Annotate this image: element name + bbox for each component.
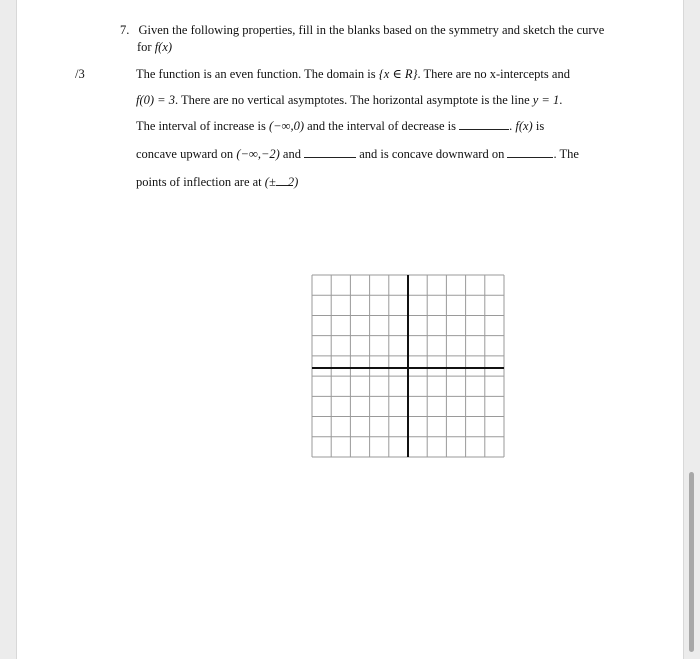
l4-text-a: concave upward on: [136, 147, 237, 161]
asymptote-math: y = 1: [532, 93, 560, 107]
l3-text-c: .: [509, 119, 516, 133]
body-line-2: [136, 92, 562, 108]
worksheet-page: [16, 0, 684, 659]
question-number: 7.: [120, 23, 130, 37]
body-line-3: [136, 118, 544, 134]
concave-up-blank[interactable]: [304, 146, 356, 158]
l1-text-a: The function is an even function. The domain is: [136, 67, 379, 81]
domain-math: {x ∈ R}: [378, 67, 418, 81]
prompt-function-math: f(x): [154, 40, 173, 54]
l4-text-c: and is concave downward on: [356, 147, 508, 161]
scrollbar-thumb[interactable]: [689, 472, 694, 652]
f0-math: f(0) = 3: [136, 93, 175, 107]
question-header: [120, 22, 604, 38]
l1-text-b: . There are no x-intercepts and: [417, 67, 570, 81]
body-line-4: [136, 146, 579, 162]
inflection-blank[interactable]: [276, 174, 288, 186]
marks-label: /3: [75, 67, 85, 81]
l3-text-a: The interval of increase is: [136, 119, 269, 133]
grid-svg: [311, 274, 505, 458]
concave-up-interval-math: (−∞,−2): [236, 147, 280, 161]
l2-text-a: . There are no vertical asymptotes. The horizontal asymptote is the line: [174, 93, 533, 107]
inflection-close-math: 2): [287, 175, 299, 189]
prompt-for-text: for: [137, 40, 155, 54]
l3-text-d: is: [532, 119, 545, 133]
question-prompt-line2: [137, 39, 172, 55]
l5-text-a: points of inflection are at: [136, 175, 265, 189]
sketch-grid[interactable]: [311, 274, 505, 463]
concave-down-blank[interactable]: [507, 146, 553, 158]
increase-interval-math: (−∞,0): [268, 119, 304, 133]
l4-text-b: and: [279, 147, 305, 161]
question-prompt: Given the following properties, fill in the blanks based on the symmetry and sketch the curve: [138, 23, 605, 37]
inflection-open-math: (±: [264, 175, 276, 189]
l2-text-b: .: [559, 93, 563, 107]
body-line-5: [136, 174, 298, 190]
fx-math: f(x): [515, 119, 533, 133]
body-line-1: [136, 66, 570, 82]
l3-text-b: and the interval of decrease is: [303, 119, 460, 133]
l4-text-d: . The: [553, 147, 579, 161]
decrease-interval-blank[interactable]: [459, 118, 509, 130]
